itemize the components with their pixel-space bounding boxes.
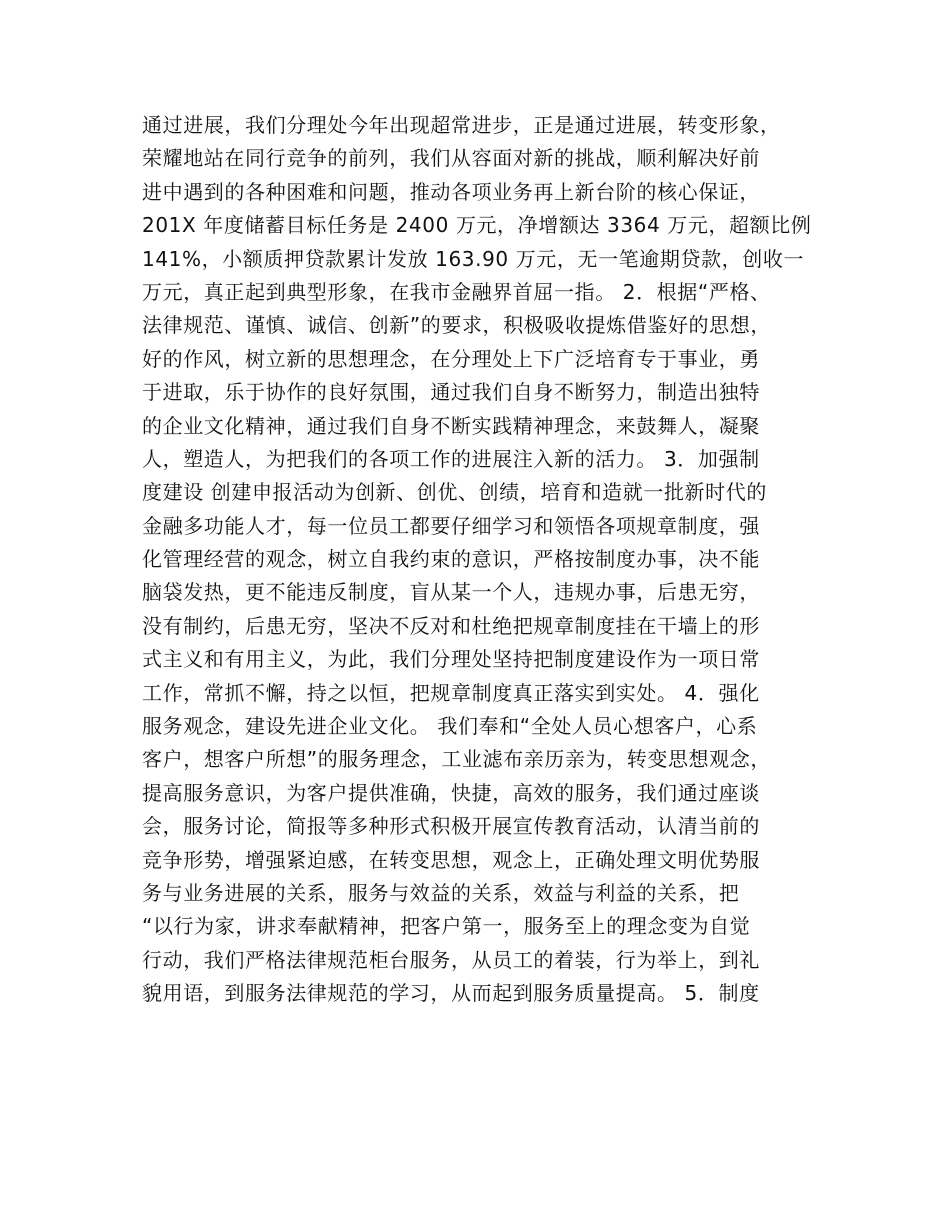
text-line: 于进取，乐于协作的良好氛围，通过我们自身不断努力，制造出独特 bbox=[142, 380, 760, 405]
text-line: 进中遇到的各种困难和问题，推动各项业务再上新台阶的核心保证， bbox=[142, 179, 760, 204]
text-line: 工作，常抓不懈，持之以恒，把规章制度真正落实到实处。 4．强化 bbox=[142, 680, 760, 705]
text-line: 脑袋发热，更不能违反制度，盲从某一个人，违规办事，后患无穷， bbox=[142, 580, 760, 605]
text-line: 化管理经营的观念，树立自我约束的意识，严格按制度办事，决不能 bbox=[142, 547, 760, 572]
text-line: 提高服务意识，为客户提供准确，快捷，高效的服务，我们通过座谈 bbox=[142, 780, 760, 805]
text-line: 的企业文化精神，通过我们自身不断实践精神理念，来鼓舞人，凝聚 bbox=[142, 413, 760, 438]
text-line: 好的作风，树立新的思想理念，在分理处上下广泛培育专于事业，勇 bbox=[142, 346, 760, 371]
text-line: 客户，想客户所想”的服务理念，工业滤布亲历亲为，转变思想观念， bbox=[142, 747, 771, 772]
text-line: 法律规范、谨慎、诚信、创新”的要求，积极吸收提炼借鉴好的思想， bbox=[142, 313, 771, 338]
text-line: “以行为家，讲求奉献精神，把客户第一，服务至上的理念变为自觉 bbox=[142, 914, 751, 939]
text-line: 度建设 创建申报活动为创新、创优、创绩，培育和造就一批新时代的 bbox=[142, 480, 767, 505]
text-line: 万元，真正起到典型形象，在我市金融界首屈一指。 2．根据“严格、 bbox=[142, 279, 771, 304]
text-line: 141%，小额质押贷款累计发放 163.90 万元，无一笔逾期贷款，创收一 bbox=[142, 246, 805, 271]
text-line: 金融多功能人才，每一位员工都要仔细学习和领悟各项规章制度，强 bbox=[142, 513, 760, 538]
text-line: 会，服务讨论，简报等多种形式积极开展宣传教育活动，认清当前的 bbox=[142, 814, 760, 839]
text-line: 通过进展，我们分理处今年出现超常进步，正是通过进展，转变形象， bbox=[142, 113, 781, 137]
body-text bbox=[142, 109, 822, 1011]
text-line: 人，塑造人，为把我们的各项工作的进展注入新的活力。 3．加强制 bbox=[142, 446, 760, 471]
text-line: 务与业务进展的关系，服务与效益的关系，效益与利益的关系，把 bbox=[142, 880, 740, 905]
text-line: 式主义和有用主义，为此，我们分理处坚持把制度建设作为一项日常 bbox=[142, 647, 760, 672]
text-line: 貌用语，到服务法律规范的学习，从而起到服务质量提高。 5．制度 bbox=[142, 981, 760, 1006]
text-line: 行动，我们严格法律规范柜台服务，从员工的着装，行为举上，到礼 bbox=[142, 947, 760, 972]
text-line: 荣耀地站在同行竞争的前列，我们从容面对新的挑战，顺利解决好前 bbox=[142, 146, 760, 171]
text-line: 服务观念，建设先进企业文化。 我们奉和“全处人员心想客户，心系 bbox=[142, 714, 758, 739]
text-line: 没有制约，后患无穷，坚决不反对和杜绝把规章制度挂在干墙上的形 bbox=[142, 613, 760, 638]
text-line: 竞争形势，增强紧迫感，在转变思想，观念上，正确处理文明优势服 bbox=[142, 847, 760, 872]
text-line: 201X 年度储蓄目标任务是 2400 万元，净增额达 3364 万元，超额比例 bbox=[142, 213, 812, 238]
